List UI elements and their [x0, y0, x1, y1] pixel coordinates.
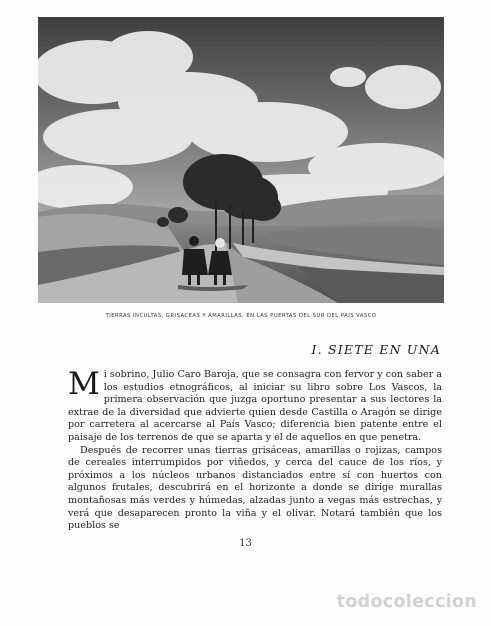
- watermark-logo: [337, 592, 477, 612]
- drop-cap: M: [68, 366, 100, 402]
- photo-caption: TIERRAS INCULTAS, GRISÁCEAS Y AMARILLAS, EN LAS PUERTAS DEL SUR DEL PAÍS VASCO: [105, 313, 377, 319]
- section-title: I. SIETE EN UNA: [311, 342, 441, 357]
- body-text: [68, 366, 442, 533]
- watermark-text: todocoleccion: [336, 592, 477, 612]
- paragraph-text: Después de recorrer unas tierras grisáceas, amarillas o rojizas, campos de cereales interrumpidos por viñedos, y cerca del cauce de los ríos, y próximos a los núcleos urbanos distanciados entre sí con huertos con algunos frutales, descubrirá en el horizonte a donde se dirige murallas montañosas más verdes y húmedas, alzadas junto a vegas más estrechas, y verá que desaparecen pronto la viña y el olivar. Notará también que los pueblos se: [68, 444, 442, 532]
- landscape-photo: [38, 17, 444, 303]
- landscape-photo-image: [38, 17, 444, 303]
- paragraph: [68, 445, 442, 533]
- paragraph: [68, 366, 442, 445]
- paragraph-text: i sobrino, Julio Caro Baroja, que se consagra con fervor y con saber a los estudios etnográficos, al iniciar su libro sobre Los Vascos, la primera observación que juzga oportuno presentar a sus lectores la extrae de la diversidad que advierte quien desde Castilla o Aragón se dirige por carretera al acercarse al País Vasco; diferencia bien patente entre el paisaje de los terrenos de que se aparta y el de aquellos en que penetra.: [68, 369, 442, 443]
- page-number: 13: [239, 538, 252, 549]
